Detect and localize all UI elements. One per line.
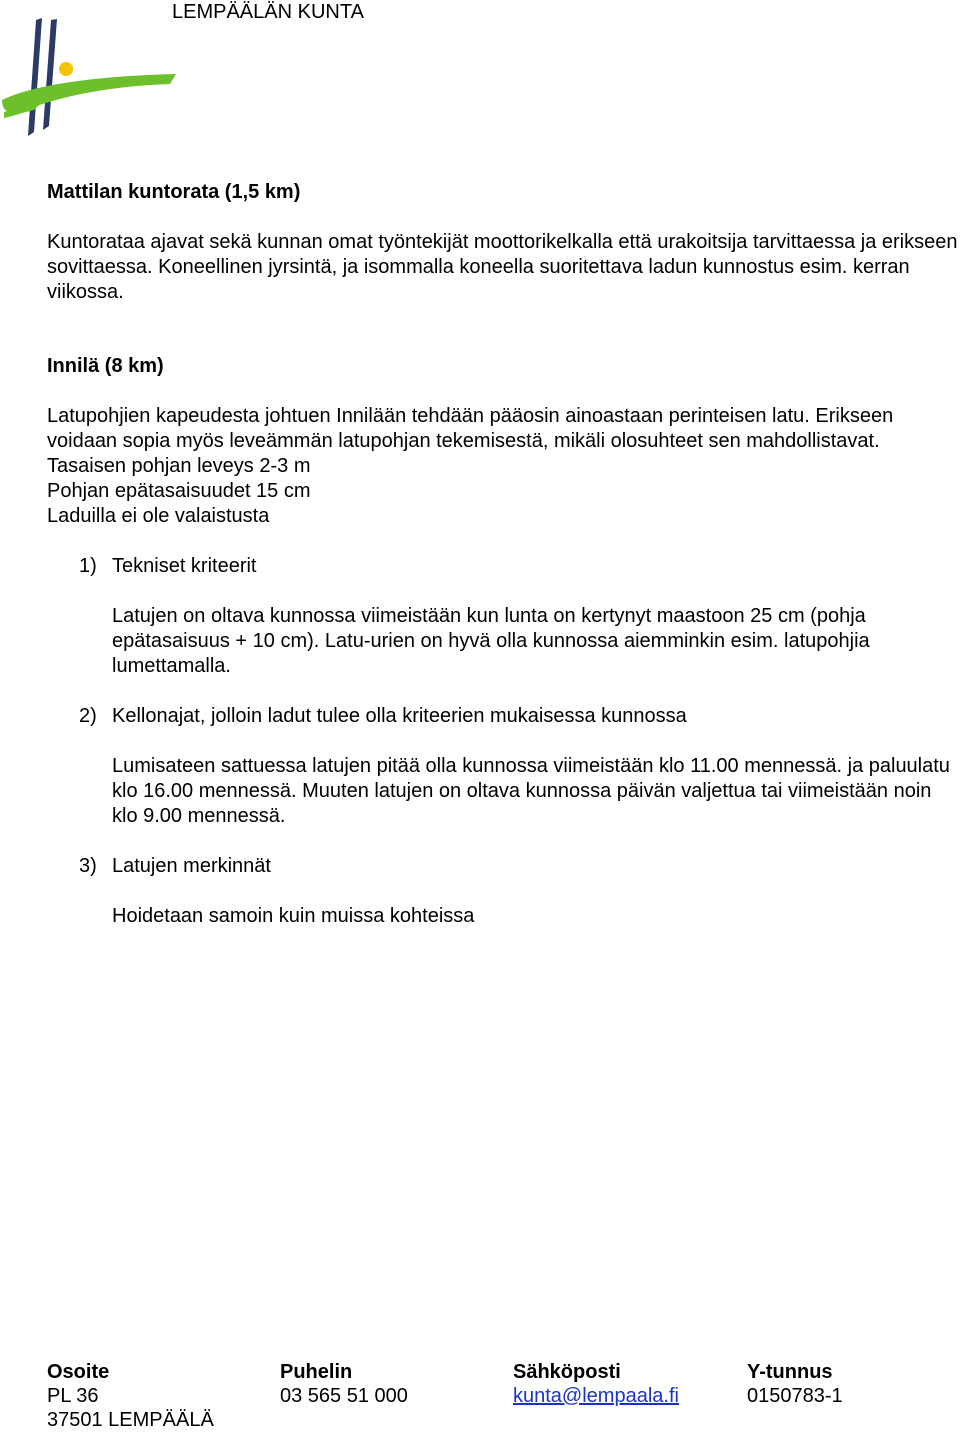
footer-phone-label: Puhelin [280, 1361, 353, 1383]
logo-blue-stroke-left [28, 18, 42, 136]
footer-business-id [747, 1360, 843, 1408]
footer-email-label: Sähköposti [513, 1361, 621, 1383]
mattila-paragraph: Kuntorataa ajavat sekä kunnan omat työntekijät moottorikelkalla että urakoitsija tarvittaessa ja erikseen sovittaessa. Koneellinen jyrsintä, ja isommalla koneella suoritettava ladun kunnostus esim. kerran viikossa. [47, 231, 958, 303]
list-item-title: Tekniset kriteerit [112, 555, 257, 577]
list-item-number: 1) [79, 555, 97, 577]
logo-yellow-dot [59, 62, 73, 76]
list-item [47, 704, 960, 829]
logo-blue-stroke-right [43, 19, 57, 130]
footer-address-label: Osoite [47, 1361, 110, 1383]
footer-business-id-value: 0150783-1 [747, 1385, 843, 1407]
list-item-number: 2) [79, 705, 97, 727]
criteria-list [47, 554, 960, 929]
footer-address [47, 1360, 214, 1432]
list-item-title: Kellonajat, jolloin ladut tulee olla kriteerien mukaisessa kunnossa [112, 705, 687, 727]
document-body [47, 180, 960, 954]
innila-paragraph: Latupohjien kapeudesta johtuen Innilään tehdään pääosin ainoastaan perinteisen latu. Erikseen voidaan sopia myös leveämmän latupohjan tekemisestä, mikäli olosuhteet sen mahdollistavat. [47, 405, 894, 452]
list-item-title: Latujen merkinnät [112, 855, 271, 877]
list-item-body: Latujen on oltava kunnossa viimeistään kun lunta on kertynyt maastoon 25 cm (pohja epätasaisuus + 10 cm). Latu-urien on hyvä olla kunnossa aiemminkin esim. latupohjia lumettamalla. [112, 605, 870, 677]
list-item-number: 3) [79, 855, 97, 877]
footer-phone [280, 1360, 408, 1408]
list-item-body: Hoidetaan samoin kuin muissa kohteissa [112, 905, 475, 927]
footer-email [513, 1360, 679, 1408]
section-heading-mattila: Mattilan kuntorata (1,5 km) [47, 181, 301, 203]
footer-business-id-label: Y-tunnus [747, 1361, 833, 1383]
list-item [47, 554, 960, 679]
list-item-body: Lumisateen sattuessa latujen pitää olla kunnossa viimeistään klo 11.00 mennessä. ja paluulatu klo 16.00 mennessä. Muuten latujen on oltava kunnossa päivän valjettua tai viimeistään noin klo 9.00 mennessä. [112, 755, 950, 827]
footer-address-line1: PL 36 [47, 1385, 99, 1407]
innila-line-unevenness: Pohjan epätasaisuudet 15 cm [47, 480, 311, 502]
footer-address-line2: 37501 LEMPÄÄLÄ [47, 1409, 214, 1431]
organization-name: LEMPÄÄLÄN KUNTA [172, 1, 364, 23]
innila-line-width: Tasaisen pohjan leveys 2-3 m [47, 455, 311, 477]
lempaala-logo [0, 14, 180, 140]
list-item [47, 854, 960, 929]
section-heading-innila: Innilä (8 km) [47, 355, 164, 377]
footer-phone-value: 03 565 51 000 [280, 1385, 408, 1407]
innila-line-lighting: Laduilla ei ole valaistusta [47, 505, 270, 527]
email-link[interactable]: kunta@lempaala.fi [513, 1385, 679, 1407]
